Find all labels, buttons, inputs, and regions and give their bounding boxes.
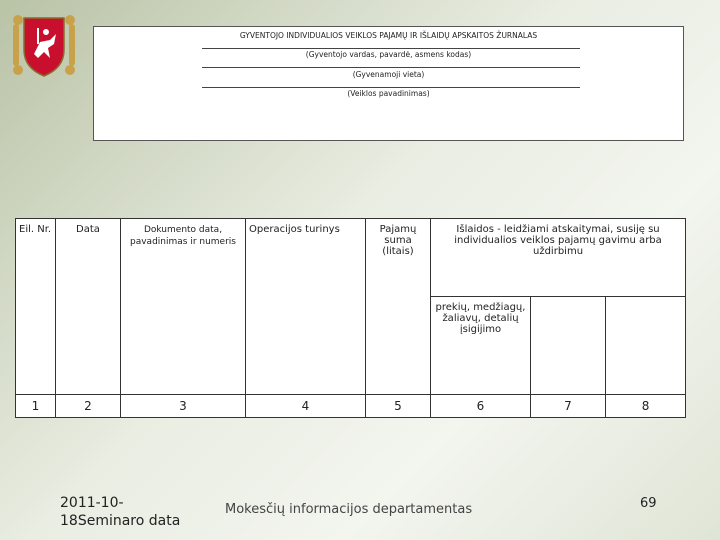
col-number-5: 5 [366, 395, 431, 418]
journal-table [15, 218, 685, 418]
header-row-number: Eil. Nr. [16, 219, 56, 395]
subheader-empty-8 [606, 297, 686, 395]
col-number-6: 6 [431, 395, 531, 418]
activity-line-label: (Veiklos pavadinimas) [347, 89, 430, 98]
col-number-7: 7 [531, 395, 606, 418]
journal-title: GYVENTOJO INDIVIDUALIOS VEIKLOS PAJAMŲ IR IŠLAIDŲ APSKAITOS ŽURNALAS [239, 31, 538, 40]
name-line [202, 48, 580, 49]
col-number-8: 8 [606, 395, 686, 418]
journal-header-box [93, 26, 684, 141]
col-number-3: 3 [121, 395, 246, 418]
residence-line [202, 67, 580, 68]
page-number: 69 [640, 496, 657, 511]
coat-of-arms-logo [10, 10, 78, 80]
col-number-1: 1 [16, 395, 56, 418]
header-document: Dokumento data, pavadinimas ir numeris [121, 219, 246, 395]
footer-department: Mokesčių informacijos departamentas [225, 502, 473, 517]
residence-line-label: (Gyvenamoji vieta) [352, 70, 425, 79]
header-operation: Operacijos turinys [246, 219, 366, 395]
activity-line [202, 87, 580, 88]
col-number-2: 2 [56, 395, 121, 418]
header-expenses: Išlaidos - leidžiami atskaitymai, susiję su individualios veiklos pajamų gavimu arba uždirbimu [431, 219, 686, 297]
header-income: Pajamų suma (litais) [366, 219, 431, 395]
col-number-4: 4 [246, 395, 366, 418]
subheader-empty-7 [531, 297, 606, 395]
footer-date: 2011-10-18Seminaro data [60, 495, 181, 529]
subheader-purchases: prekių, medžiagų, žaliavų, detalių įsigijimo [431, 297, 531, 395]
header-date: Data [56, 219, 121, 395]
name-line-label: (Gyventojo vardas, pavardė, asmens kodas) [305, 50, 472, 59]
